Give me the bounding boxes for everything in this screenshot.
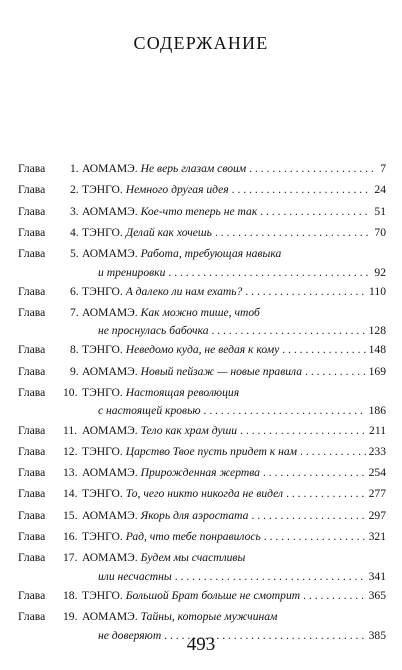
chapter-page: 233 [368, 444, 386, 458]
chapter-title: Царство Твое пусть придет к нам [125, 444, 298, 458]
chapter-label: Глава [18, 487, 46, 501]
chapter-page: 211 [369, 423, 386, 437]
chapter-character: АОМАМЭ. [82, 364, 138, 378]
chapter-character: ТЭНГО. [82, 225, 123, 239]
chapter-page: 7 [380, 162, 386, 175]
chapter-number: 3. [70, 204, 79, 218]
leader-dots [305, 364, 366, 381]
chapter-title-continued: или несчастны [98, 569, 172, 583]
chapter-character: ТЭНГО. [82, 386, 123, 400]
chapter-number: 6. [70, 284, 79, 298]
chapter-number: 13. [63, 466, 78, 480]
chapter-number: 4. [70, 225, 79, 239]
toc-entry [18, 508, 386, 529]
chapter-label: Глава [18, 508, 46, 522]
chapter-number: 12. [63, 444, 78, 458]
leader-dots [300, 444, 366, 461]
toc-entry [18, 284, 386, 305]
chapter-number: 8. [70, 343, 79, 357]
chapter-label: Глава [18, 588, 46, 602]
toc-entry [18, 486, 386, 507]
chapter-number: 7. [70, 305, 79, 319]
chapter-page: 186 [368, 404, 386, 418]
chapter-number: 11. [63, 423, 78, 437]
chapter-title: Настоящая революция [125, 386, 240, 400]
chapter-title: Кое-что теперь не так [140, 204, 258, 218]
chapter-character: ТЭНГО. [82, 588, 123, 602]
chapter-number: 14. [63, 487, 78, 501]
chapter-title: Тайны, которые мужчинам [140, 610, 278, 624]
toc-entry [18, 529, 386, 550]
toc-entry [18, 204, 386, 225]
chapter-label: Глава [18, 466, 46, 480]
leader-dots [245, 284, 366, 301]
toc-entry [18, 182, 386, 203]
toc-entry [18, 161, 386, 182]
chapter-page: 169 [368, 364, 386, 378]
chapter-page: 321 [368, 530, 386, 544]
leader-dots [286, 486, 366, 503]
leader-dots [212, 323, 366, 340]
chapter-title: Немного другая идея [125, 183, 229, 197]
toc-entry [18, 588, 386, 609]
leader-dots [251, 508, 365, 525]
chapter-number: 5. [70, 247, 79, 261]
chapter-character: АОМАМЭ. [82, 204, 138, 218]
leader-dots [249, 161, 377, 178]
chapter-page: 110 [369, 284, 386, 298]
leader-dots [175, 569, 366, 586]
chapter-page: 128 [368, 324, 386, 338]
chapter-label: Глава [18, 444, 46, 458]
chapter-label: Глава [18, 551, 46, 565]
chapter-character: АОМАМЭ. [82, 423, 138, 437]
chapter-number: 16. [63, 530, 78, 544]
chapter-number: 10. [63, 386, 78, 400]
chapter-title: То, чего никто никогда не видел [125, 487, 284, 501]
chapter-title: Большой Брат больше не смотрит [125, 588, 301, 602]
chapter-label: Глава [18, 305, 46, 319]
chapter-title: Как можно тише, чтоб [140, 305, 260, 319]
chapter-number: 17. [63, 551, 78, 565]
page-title: СОДЕРЖАНИЕ [133, 33, 269, 53]
chapter-title: Тело как храм души [140, 423, 238, 437]
chapter-number: 2. [70, 183, 79, 197]
chapter-character: АОМАМЭ. [82, 305, 138, 319]
chapter-number: 15. [63, 508, 78, 522]
toc-entry [18, 305, 386, 343]
toc-entry [18, 385, 386, 423]
leader-dots [215, 225, 371, 242]
chapter-label: Глава [18, 530, 46, 544]
chapter-character: ТЭНГО. [82, 343, 123, 357]
chapter-title: Новый пейзаж — новые правила [140, 364, 303, 378]
chapter-character: АОМАМЭ. [82, 247, 138, 261]
chapter-label: Глава [18, 386, 46, 400]
chapter-label: Глава [18, 247, 46, 261]
leader-dots [282, 342, 365, 359]
chapter-title: Рад, что тебе понравилось [125, 530, 261, 544]
toc-entry [18, 225, 386, 246]
chapter-character: ТЭНГО. [82, 284, 123, 298]
chapter-character: ТЭНГО. [82, 487, 123, 501]
chapter-label: Глава [18, 364, 46, 378]
chapter-label: Глава [18, 423, 46, 437]
chapter-label: Глава [18, 225, 46, 239]
chapter-title-continued: не доверяют [98, 628, 162, 642]
leader-dots [303, 588, 365, 605]
chapter-label: Глава [18, 162, 46, 175]
chapter-title: Будем мы счастливы [140, 551, 246, 565]
chapter-character: АОМАМЭ. [82, 610, 138, 624]
toc-entry [18, 423, 386, 444]
chapter-page: 254 [368, 466, 386, 480]
chapter-character: АОМАМЭ. [82, 466, 138, 480]
chapter-label: Глава [18, 204, 46, 218]
chapter-page: 297 [368, 508, 386, 522]
page-number: 493 [186, 634, 216, 655]
leader-dots [204, 403, 366, 420]
chapter-label: Глава [18, 284, 46, 298]
table-of-contents [18, 161, 386, 647]
toc-entry [18, 364, 386, 385]
toc-entry [18, 444, 386, 465]
chapter-title-continued: с настоящей кровью [98, 404, 201, 418]
chapter-number: 19. [63, 610, 78, 624]
leader-dots [264, 529, 366, 546]
chapter-title-continued: не проснулась бабочка [98, 324, 209, 338]
chapter-number: 1. [70, 162, 79, 175]
leader-dots [260, 204, 371, 221]
chapter-page: 70 [374, 225, 386, 239]
chapter-label: Глава [18, 343, 46, 357]
chapter-title: Работа, требующая навыка [140, 247, 282, 261]
chapter-title: Делай как хочешь [125, 225, 212, 239]
toc-entry [18, 550, 386, 588]
chapter-page: 51 [374, 204, 386, 218]
chapter-page: 385 [368, 628, 386, 642]
chapter-page: 365 [368, 588, 386, 602]
chapter-label: Глава [18, 610, 46, 624]
chapter-number: 9. [70, 364, 79, 378]
chapter-character: АОМАМЭ. [82, 551, 138, 565]
leader-dots [263, 465, 366, 482]
chapter-character: АОМАМЭ. [82, 162, 138, 175]
chapter-number: 18. [63, 588, 78, 602]
chapter-title: Неведомо куда, не ведая к кому [125, 343, 280, 357]
chapter-page: 341 [368, 569, 386, 583]
leader-dots [168, 265, 371, 282]
chapter-character: ТЭНГО. [82, 530, 123, 544]
leader-dots [232, 182, 372, 199]
chapter-title: Не верь глазам своим [140, 162, 247, 175]
chapter-page: 24 [374, 183, 386, 197]
chapter-character: АОМАМЭ. [82, 508, 138, 522]
chapter-title: А далеко ли нам ехать? [125, 284, 243, 298]
chapter-character: ТЭНГО. [82, 183, 123, 197]
chapter-character: ТЭНГО. [82, 444, 123, 458]
chapter-title: Прирожденная жертва [140, 466, 260, 480]
toc-entry [18, 246, 386, 284]
chapter-page: 148 [368, 343, 386, 357]
chapter-label: Глава [18, 183, 46, 197]
chapter-page: 277 [368, 487, 386, 501]
chapter-title: Якорь для аэростата [140, 508, 249, 522]
toc-entry [18, 342, 386, 363]
leader-dots [240, 423, 366, 440]
chapter-page: 92 [374, 265, 386, 279]
toc-entry [18, 465, 386, 486]
chapter-title-continued: и тренировки [98, 265, 166, 279]
